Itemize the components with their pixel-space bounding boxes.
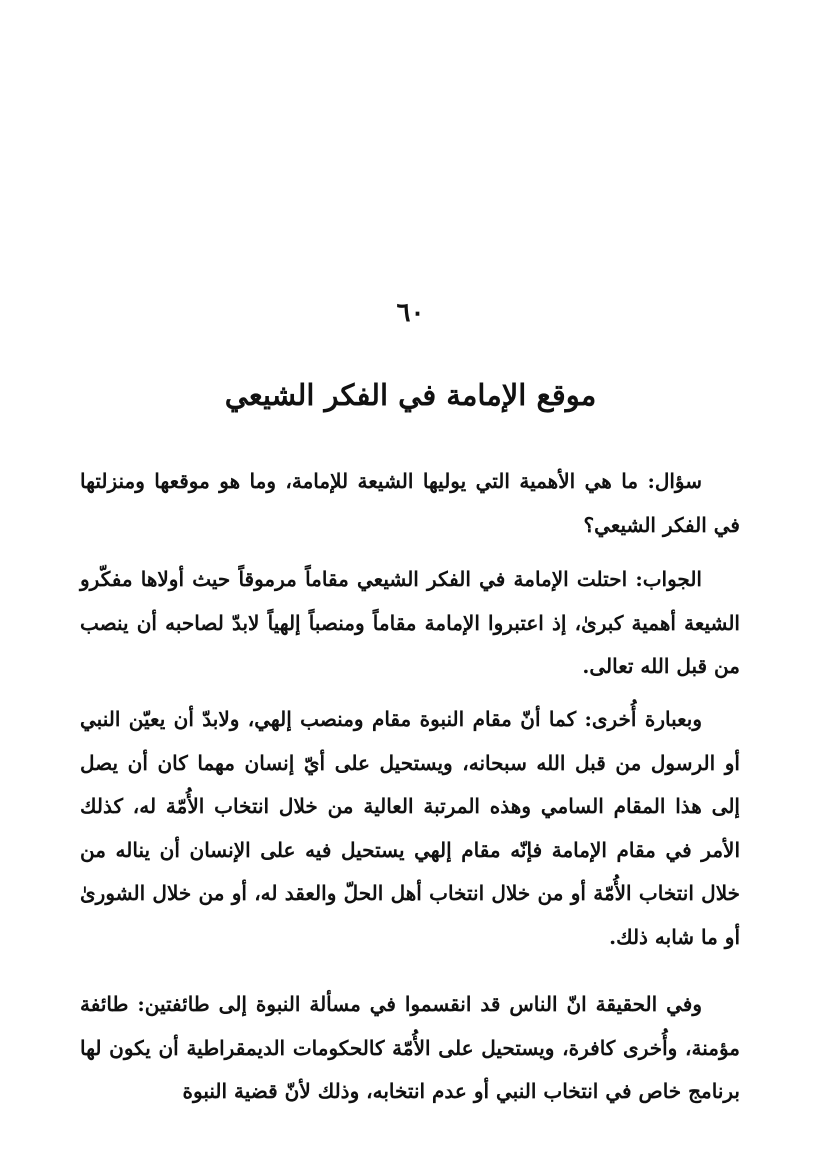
- answer-text: احتلت الإمامة في الفكر الشيعي مقاماً مرموقاً حيث أولاها مفكّرو الشيعة أهمية كبرىٰ، إذ اعتبروا الإمامة مقاماً ومنصباً إلهياً لابدّ لصاحبه أن ينصب من قبل الله تعالى.: [80, 567, 740, 678]
- question-paragraph: [80, 460, 740, 547]
- page-number: ٦٠: [396, 298, 425, 328]
- question-label: سؤال:: [647, 469, 702, 493]
- answer-paragraph: [80, 558, 740, 689]
- question-text: ما هي الأهمية التي يوليها الشيعة للإمامة، وما هو موقعها ومنزلتها في الفكر الشيعي؟: [80, 469, 740, 537]
- chapter-title: موقع الإمامة في الفكر الشيعي: [224, 378, 597, 412]
- answer-label: الجواب:: [635, 567, 702, 591]
- body-paragraph-2: وبعبارة أُخرى: كما أنّ مقام النبوة مقام ومنصب إلهي، ولابدّ أن يعيّن النبي أو الرسول من قبل الله سبحانه، ويستحيل على أيّ إنسان مهما كان أن يصل إلى هذا المقام السامي وهذه المرتبة العالية من خلال انتخاب الأُمّة له، كذلك الأمر في مقام الإمامة فإنّه مقام إلهي يستحيل فيه على الإنسان أن يناله من خلال انتخاب الأُمّة أو من خلال انتخاب أهل الحلّ والعقد له، أو من خلال الشورىٰ أو ما شابه ذلك.: [80, 707, 740, 949]
- body-paragraph-3: وفي الحقيقة انّ الناس قد انقسموا في مسألة النبوة إلى طائفتين: طائفة مؤمنة، وأُخرى كافرة، ويستحيل على الأُمّة كالحكومات الديمقراطية أن يكون لها برنامج خاص في انتخاب النبي أو عدم انتخابه، وذلك لأنّ قضية النبوة: [80, 992, 740, 1103]
